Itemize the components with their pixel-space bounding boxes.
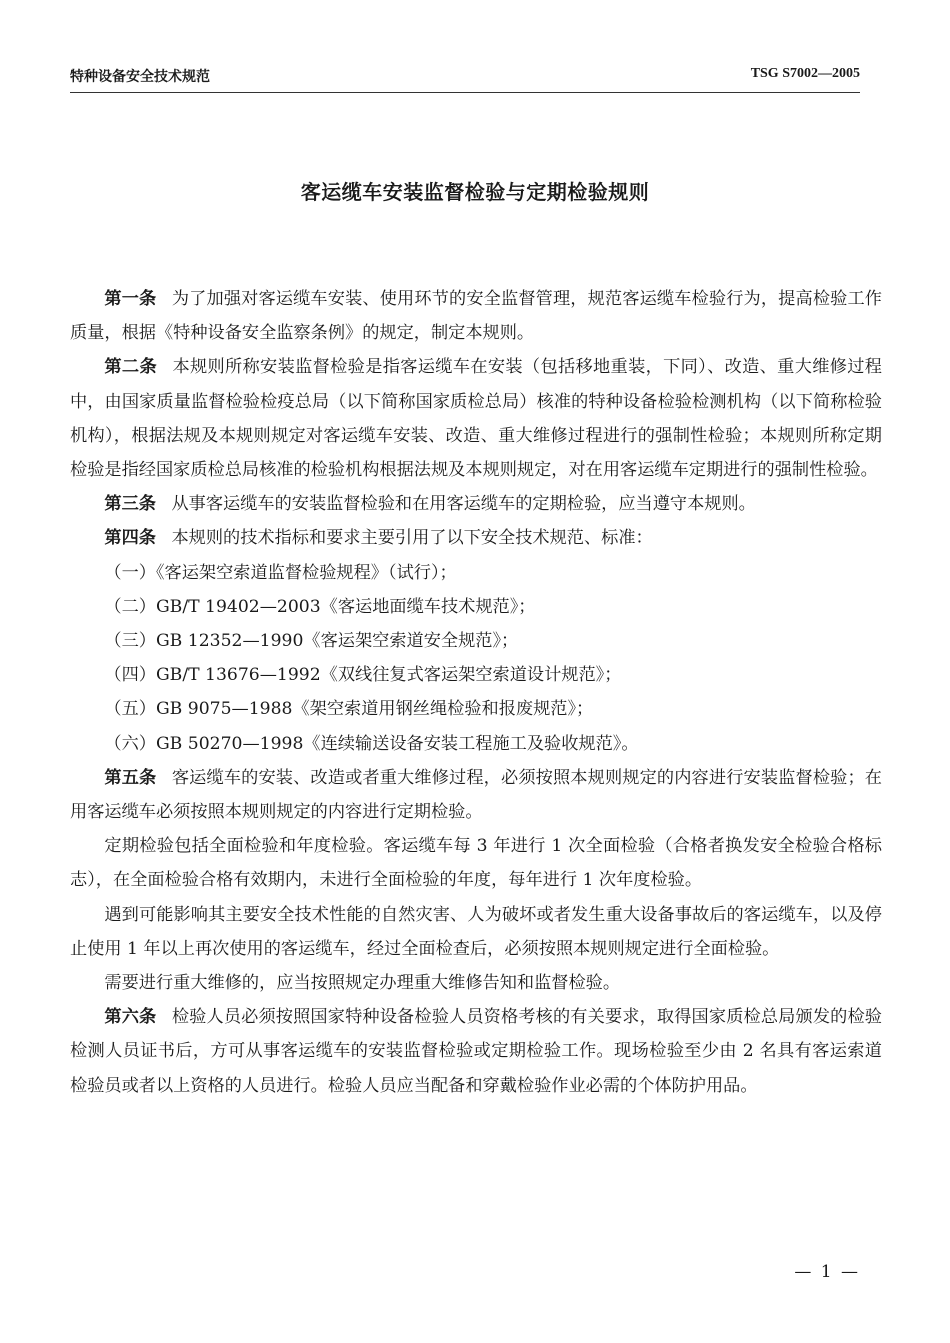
article-3: [70, 487, 882, 521]
reference-item: （五）GB 9075—1988《架空索道用钢丝绳检验和报废规范》；: [104, 699, 594, 720]
article-5: [70, 761, 882, 829]
reference-item: （六）GB 50270—1998《连续输送设备安装工程施工及验收规范》。: [104, 733, 639, 754]
document-title: 客运缆车安装监督检验与定期检验规则: [300, 180, 650, 204]
article-5-paragraph: 遇到可能影响其主要安全技术性能的自然灾害、人为破坏或者发生重大设备事故后的客运缆车，以及停止使用 1 年以上再次使用的客运缆车，经过全面检查后，必须按照本规则规定进行全面检验。: [70, 904, 882, 959]
article-label: 第四条: [104, 528, 156, 549]
reference-item: （四）GB/T 13676—1992《双线往复式客运架空索道设计规范》；: [104, 665, 622, 686]
header-standard-code: TSG S7002—2005: [750, 66, 860, 81]
article-label: 第二条: [104, 357, 157, 378]
article-label: 第六条: [104, 1007, 157, 1028]
reference-item: （二）GB/T 19402—2003《客运地面缆车技术规范》；: [104, 596, 536, 617]
page-header: [70, 64, 860, 93]
article-5-paragraph: 需要进行重大维修的，应当按照规定办理重大维修告知和监督检验。: [104, 973, 621, 994]
article-label: 第一条: [104, 289, 157, 309]
article-text: 客运缆车的安装、改造或者重大维修过程，必须按照本规则规定的内容进行安装监督检验；在用客运缆车必须按照本规则规定的内容进行定期检验。: [70, 767, 882, 823]
reference-item: （一）《客运架空索道监督检验规程》（试行）；: [104, 562, 457, 583]
article-text: 为了加强对客运缆车安装、使用环节的安全监督管理，规范客运缆车检验行为，提高检验工作质量，根据《特种设备安全监察条例》的规定，制定本规则。: [70, 289, 882, 344]
page-number: — 1 —: [794, 1262, 860, 1282]
article-label: 第五条: [104, 767, 157, 788]
document-body: [70, 282, 882, 1103]
header-series-title: 特种设备安全技术规范: [70, 69, 210, 85]
article-6: [70, 1000, 882, 1103]
article-text: 本规则的技术指标和要求主要引用了以下安全技术规范、标准：: [171, 528, 653, 549]
article-text: 本规则所称安装监督检验是指客运缆车在安装（包括移地重装，下同）、改造、重大维修过程中，由国家质量监督检验检疫总局（以下简称国家质检总局）核准的特种设备检验检测机构（以下简称检验机构），根据法规及本规则规定对客运缆车安装、改造、重大维修过程进行的强制性检验；本规则所称定期检验是指经国家质检总局核准的检验机构根据法规及本规则规定，对在用客运缆车定期进行的强制性检验。: [70, 357, 882, 481]
article-text: 从事客运缆车的安装监督检验和在用客运缆车的定期检验，应当遵守本规则。: [171, 494, 756, 515]
article-5-paragraph: 定期检验包括全面检验和年度检验。客运缆车每 3 年进行 1 次全面检验（合格者换发安全检验合格标志），在全面检验合格有效期内，未进行全面检验的年度，每年进行 1 次年度检验。: [70, 836, 882, 891]
article-1: [70, 282, 882, 350]
article-text: 检验人员必须按照国家特种设备检验人员资格考核的有关要求，取得国家质检总局颁发的检验检测人员证书后，方可从事客运缆车的安装监督检验或定期检验工作。现场检验至少由 2 名具有客运索道检验员或者以上资格的人员进行。检验人员应当配备和穿戴检验作业必需的个体防护用品。: [70, 1007, 882, 1096]
article-4: [70, 521, 882, 555]
article-label: 第三条: [104, 494, 156, 515]
article-2: [70, 350, 882, 487]
reference-item: （三）GB 12352—1990《客运架空索道安全规范》；: [104, 631, 519, 652]
